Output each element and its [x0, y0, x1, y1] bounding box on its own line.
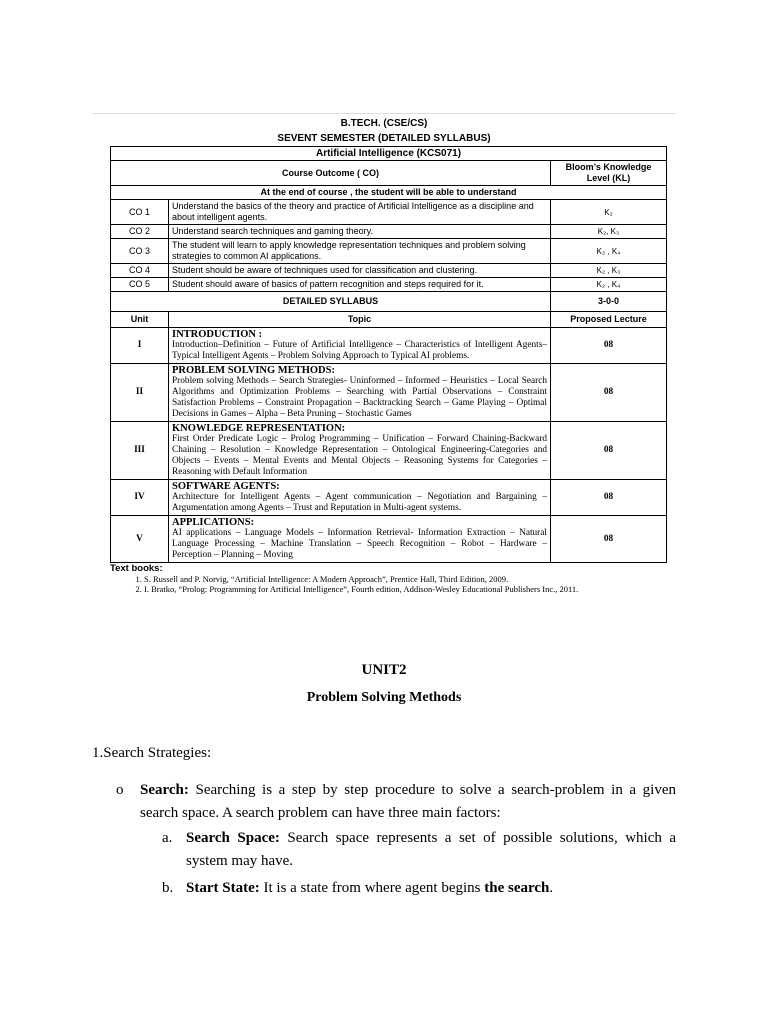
detailed-syllabus-header: DETAILED SYLLABUS	[111, 292, 551, 312]
unit-number: II	[111, 364, 169, 422]
unit-column-header: Unit	[111, 312, 169, 328]
unit-topic	[169, 364, 551, 422]
unit-lectures: 08	[551, 364, 667, 422]
item-text	[186, 877, 676, 900]
list-item	[162, 827, 676, 873]
unit-body: AI applications – Language Models – Information Retrieval- Information Extraction – Natural Language Processing – Machine Translation – Speech Recognition – Robot – Hardware – Perception – Planning – Moving	[172, 528, 547, 560]
end-of-course-row: At the end of course , the student will be able to understand	[111, 186, 667, 200]
co-code: CO 4	[111, 264, 169, 278]
unit-lectures: 08	[551, 516, 667, 563]
table-row	[111, 364, 667, 422]
table-row	[111, 422, 667, 480]
item-emphasis: the search	[484, 880, 550, 896]
unit-title: INTRODUCTION :	[172, 329, 263, 340]
textbook-item: 1. S. Russell and P. Norvig, “Artificial Intelligence: A Modern Approach”, Prentice Hall, Third Edition, 2009.	[144, 574, 676, 584]
co-code: CO 5	[111, 278, 169, 292]
co-kl: K₂	[551, 200, 667, 225]
unit-topic	[169, 516, 551, 563]
course-outcome-table	[110, 146, 667, 563]
ltp-value: 3-0-0	[551, 292, 667, 312]
unit-number: IV	[111, 480, 169, 516]
unit-body: First Order Predicate Logic – Prolog Programming – Unification – Forward Chaining-Backward Chaining – Resolution – Knowledge Representation – Ontological Engineering-Categories and Objects – Events – Mental Events and Mental Objects – Reasoning Systems for Categories – Reasoning with Default Information	[172, 434, 547, 477]
unit-title: PROBLEM SOLVING METHODS:	[172, 365, 335, 376]
unit-topic	[169, 328, 551, 364]
unit-title: SOFTWARE AGENTS:	[172, 481, 280, 492]
table-row	[111, 328, 667, 364]
co-code: CO 3	[111, 239, 169, 264]
unit-number: V	[111, 516, 169, 563]
unit-lectures: 08	[551, 480, 667, 516]
co-kl: K₂ , K₄	[551, 278, 667, 292]
unit-body: Introduction–Definition – Future of Artificial Intelligence – Characteristics of Intelligent Agents– Typical Intelligent Agents – Problem Solving Approach to Typical AI problems.	[172, 340, 547, 361]
item-tail: .	[549, 880, 554, 896]
unit-lectures: 08	[551, 422, 667, 480]
unit-number: I	[111, 328, 169, 364]
co-code: CO 2	[111, 225, 169, 239]
semester-title: SEVENT SEMESTER (DETAILED SYLLABUS)	[277, 133, 491, 144]
unit-body: Architecture for Intelligent Agents – Agent communication – Negotiation and Bargaining – Argumentation among Agents – Trust and Reputation in Multi-agent systems.	[172, 492, 547, 513]
item-term: Start State:	[186, 880, 260, 896]
program-title: B.TECH. (CSE/CS)	[340, 118, 428, 129]
table-row	[111, 239, 667, 264]
co-text: Student should aware of basics of pattern recognition and steps required for it.	[169, 278, 551, 292]
item-text	[186, 827, 676, 873]
co-column-header: Course Outcome ( CO)	[111, 161, 551, 186]
bloom-column-header: Bloom’s Knowledge Level (KL)	[551, 161, 667, 186]
co-text: Student should be aware of techniques used for classification and clustering.	[169, 264, 551, 278]
unit-heading: UNIT2	[361, 662, 407, 678]
section-heading: 1.Search Strategies:	[92, 745, 212, 761]
unit-number: III	[111, 422, 169, 480]
list-item	[162, 877, 676, 900]
table-row	[111, 264, 667, 278]
item-term: Search Space:	[186, 830, 280, 846]
lecture-column-header: Proposed Lecture	[551, 312, 667, 328]
item-definition: It is a state from where agent begins	[259, 880, 485, 896]
co-kl: K₃ , K₄	[551, 239, 667, 264]
bullet-circle-icon: o	[116, 782, 124, 798]
table-row	[111, 516, 667, 563]
table-row	[111, 225, 667, 239]
syllabus-section	[92, 116, 676, 594]
page-top-rule	[92, 113, 676, 114]
textbooks	[110, 563, 676, 594]
unit-topic	[169, 422, 551, 480]
search-bullet	[116, 779, 676, 825]
unit-topic	[169, 480, 551, 516]
co-text: Understand the basics of the theory and practice of Artificial Intelligence as a discipline and about intelligent agents.	[169, 200, 551, 225]
item-definition: Search space represents a set of possible solutions, which a system may have.	[186, 830, 677, 869]
co-text: The student will learn to apply knowledge representation techniques and problem solving strategies to common AI applications.	[169, 239, 551, 264]
bullet-text	[140, 779, 676, 825]
unit-lectures: 08	[551, 328, 667, 364]
item-letter: a.	[162, 830, 173, 846]
table-row	[111, 278, 667, 292]
textbook-item: 2. I. Bratko, “Prolog: Programming for Artificial Intelligence”, Fourth edition, Addison-Wesley Educational Publishers Inc., 2011.	[144, 584, 676, 594]
item-letter: b.	[162, 880, 174, 896]
co-code: CO 1	[111, 200, 169, 225]
search-term: Search:	[140, 782, 189, 798]
unit-title: KNOWLEDGE REPRESENTATION:	[172, 423, 346, 434]
table-row	[111, 200, 667, 225]
unit-title: APPLICATIONS:	[172, 517, 255, 528]
textbooks-label: Text books:	[110, 563, 163, 574]
table-row	[111, 480, 667, 516]
co-kl: K₂ , K₃	[551, 264, 667, 278]
unit-body: Problem solving Methods – Search Strategies- Uninformed – Informed – Heuristics – Local Search Algorithms and Optimization Problems – Searching with Partial Observations – Constraint Satisfaction Problems – Constraint Propagation – Backtracking Search – Game Playing – Optimal Decisions in Games – Alpha – Beta Pruning – Stochastic Games	[172, 376, 547, 419]
unit-subheading: Problem Solving Methods	[306, 690, 462, 705]
co-kl: K₂, K₃	[551, 225, 667, 239]
search-definition: Searching is a step by step procedure to solve a search-problem in a given search space. A search problem can have three main factors:	[140, 782, 676, 821]
course-name: Artificial Intelligence (KCS071)	[111, 147, 667, 161]
co-text: Understand search techniques and gaming theory.	[169, 225, 551, 239]
topic-column-header: Topic	[169, 312, 551, 328]
